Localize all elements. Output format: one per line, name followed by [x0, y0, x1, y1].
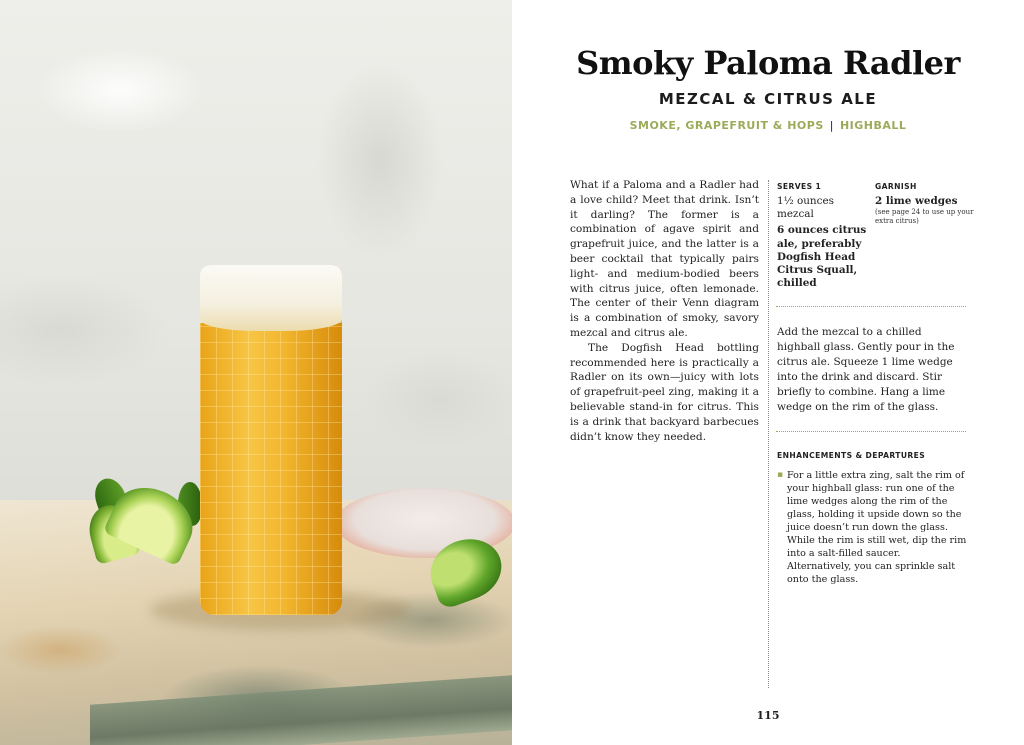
method-text: Add the mezcal to a chilled highball glass. Gently pour in the citrus ale. Squeeze 1 lime wedge into the drink and discard. Stir briefly to combine. Hang a lime wedge on the rim of the glass.: [777, 326, 955, 413]
ingredients-block: [777, 182, 867, 290]
garnish-label: GARNISH: [875, 182, 917, 191]
column-divider: [768, 180, 769, 688]
serves-label: SERVES 1: [777, 182, 822, 191]
highball-glass: [200, 265, 342, 615]
intro-paragraph: What if a Paloma and a Radler had a love child? Meet that drink. Isn’t it darling? The former is a combination of agave spirit and grapefruit juice, and the latter is a beer cocktail that typically pairs light- and medium-bodied beers with citrus juice, often lemonade. The center of their Venn diagram is a combination of smoky, savory mezcal and citrus ale.: [570, 179, 759, 339]
recipe-page: [512, 0, 1024, 745]
garnish-block: [875, 182, 975, 226]
recipe-title: Smoky Paloma Radler: [576, 44, 960, 82]
recipe-tags: [512, 119, 1024, 132]
garnish-item: 2 lime wedges: [875, 195, 958, 207]
intro-text: [570, 178, 759, 444]
garnish-note: (see page 24 to use up your extra citrus): [875, 208, 974, 226]
recipe-subtitle: MEZCAL & CITRUS ALE: [658, 90, 878, 108]
enhancements-title: ENHANCEMENTS & DEPARTURES: [777, 451, 926, 460]
page-number: 115: [756, 709, 780, 722]
tag-separator: |: [829, 119, 834, 132]
citrus-ale: [200, 323, 342, 615]
flavor-tag: SMOKE, GRAPEFRUIT & HOPS: [629, 119, 824, 132]
beer-foam: [200, 265, 342, 331]
enhancement-item: ▪ For a little extra zing, salt the rim of your highball glass: run one of the lime wedges along the rim of the glass, holding it upside down so the juice doesn’t run down the glass. While the rim is still wet, dip the rim into a salt-filled saucer. Alternatively, you can sprinkle salt onto the glass.: [777, 469, 967, 586]
divider-rule: [776, 431, 966, 432]
divider-rule: [776, 306, 966, 307]
ingredient-item: 6 ounces citrus ale, preferably Dogfish Head Citrus Squall, chilled: [777, 224, 867, 290]
glass-tag: HIGHBALL: [839, 119, 907, 132]
ingredient-item: 1½ ounces mezcal: [777, 195, 834, 221]
intro-paragraph: The Dogfish Head bottling recommended here is practically a Radler on its own—juicy with lots of grapefruit-peel zing, making it a believable stand-in for citrus. This is a drink that backyard barbecues didn’t know they needed.: [570, 341, 759, 443]
enhancements-list: [777, 469, 967, 586]
